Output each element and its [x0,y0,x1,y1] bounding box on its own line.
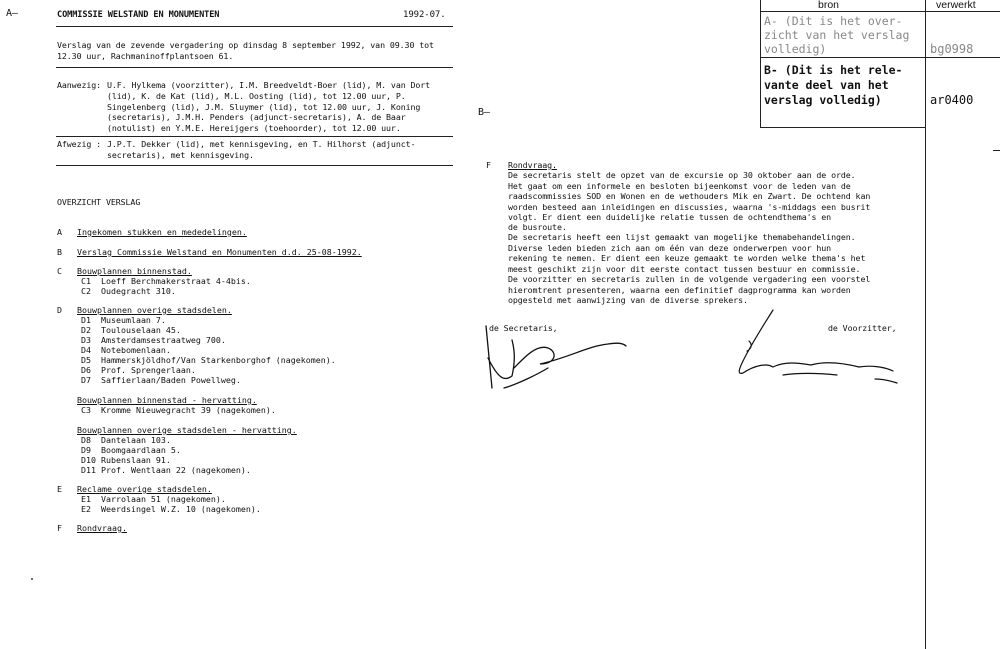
section-e-title: Reclame overige stadsdelen. [77,484,212,494]
report-line-2: 12.30 uur, Rachmaninoffplantsoen 61. [57,51,234,61]
section-e-letter: E [57,484,62,494]
section-d-item: D1 Museumlaan 7. [81,315,166,325]
present-rule [56,136,453,137]
present-line-5: (notulist) en Y.M.E. Hereijgers (toehoorder), tot 12.00 uur. [107,123,401,133]
absent-label: Afwezig : [57,139,102,149]
row-b-text-2: vante deel van het [764,78,889,92]
header-title: COMMISSIE WELSTAND EN MONUMENTEN [57,10,220,20]
section-d-letter: D [57,305,62,315]
body-line: De secretaris heeft een lijst gemaakt van mogelijke themabehandelingen. [508,232,856,242]
body-line: opgesteld met aanwijzing van de diverse sprekers. [508,295,748,305]
report-line-1: Verslag van de zevende vergadering op dinsdag 8 september 1992, van 09.30 tot [57,40,434,50]
col-processed-header: verwerkt [936,0,976,11]
section-c-title: Bouwplannen binnenstad. [77,266,192,276]
absent-line-2: secretaris), met kennisgeving. [107,150,254,160]
section-b-letter: B [57,247,62,257]
section-d-item: D3 Amsterdamsestraatweg 700. [81,335,226,345]
margin-marker-b: B— [478,107,490,118]
section-c-item: C2 Oudegracht 310. [81,286,176,296]
section-c-resume-title: Bouwplannen binnenstad - hervatting. [77,395,257,405]
report-rule [56,67,453,68]
section-d-resume-title: Bouwplannen overige stadsdelen - hervatting. [77,425,297,435]
section-c-letter: C [57,266,62,276]
row-a-text-1: A- (Dit is het over- [764,14,903,28]
row-a-text-2: zicht van het verslag [764,28,910,42]
table-header-rule [760,11,1000,12]
present-label: Aanwezig: [57,80,102,90]
section-d-item: D5 Hammerskjöldhof/Van Starkenborghof (nagekomen). [81,355,336,365]
section-e-item: E1 Varrolaan 51 (nagekomen). [81,494,226,504]
section-f-title: Rondvraag. [77,523,127,533]
section-d-item: D7 Saffierlaan/Baden Powellweg. [81,375,241,385]
row-b-text-1: B- (Dit is het rele- [764,63,903,77]
absent-rule [56,165,453,166]
overview-title: OVERZICHT VERSLAG [57,197,141,207]
section-d-title: Bouwplannen overige stadsdelen. [77,305,232,315]
col-source-header: bron [818,0,840,11]
section-e-item: E2 Weerdsingel W.Z. 10 (nagekomen). [81,504,261,514]
body-line: volgt. Er dient een duidelijke relatie tussen de ochtendthema's en [508,212,832,222]
table-bottom-rule [760,127,925,128]
body-line: hieromtrent presenteren, waarna een definitief dagprogramma kan worden [508,285,851,295]
body-line: Het gaat om een informele en besloten bijeenkomst voor de leden van de [508,181,851,191]
body-line: Diverse leden bieden zich aan om één van deze onderwerpen voor hun [508,243,832,253]
section-d-resume-item: D11 Prof. Wentlaan 22 (nagekomen). [81,465,251,475]
section-d-item: D6 Prof. Sprengerlaan. [81,365,196,375]
table-left-border [760,0,761,128]
chair-signature [725,305,905,390]
table-mid-border [925,0,926,649]
section-c-item: C1 Loeff Berchmakerstraat 4-4bis. [81,276,251,286]
section-b-title: Verslag Commissie Welstand en Monumenten d.d. 25-08-1992. [77,247,362,257]
row-b-code: ar0400 [930,93,974,107]
row-a-text-3: volledig) [764,42,827,56]
body-line: De voorzitter en secretaris zullen in de volgende vergadering een voorstel [508,274,871,284]
present-line-3: Singelenberg (lid), J.M. Sluymer (lid), tot 12.00 uur, J. Koning [107,102,421,112]
rondvraag-title: Rondvraag. [508,160,557,170]
body-line: meest geschikt zijn voor dit eerste contact tussen bestuur en commissie. [508,264,861,274]
body-line: worden besteed aan inleidingen en discussies, waarna 's-middags een busrit [508,202,871,212]
table-row-rule [760,57,1000,58]
section-a-title: Ingekomen stukken en mededelingen. [77,227,247,237]
body-line: De secretaris stelt de opzet van de excursie op 30 oktober aan de orde. [508,170,856,180]
scan-speck [31,578,33,580]
margin-dash [993,150,1000,151]
margin-marker-a: A— [6,8,18,19]
section-d-resume-item: D8 Dantelaan 103. [81,435,171,445]
present-line-1: U.F. Hylkema (voorzitter), I.M. Breedveldt-Boer (lid), M. van Dort [107,80,431,90]
header-rule [56,26,453,27]
body-line: rekening te nemen. Er dient een keuze gemaakt te worden welke thema's het [508,253,866,263]
section-a-letter: A [57,227,62,237]
section-f-letter: F [57,523,62,533]
secretary-sign-label: de Secretaris, [489,323,558,333]
chair-sign-label: de Voorzitter, [828,323,897,333]
section-d-item: D4 Notebomenlaan. [81,345,171,355]
row-a-code: bg0998 [930,42,974,56]
header-code: 1992-07. [403,10,446,20]
section-d-item: D2 Toulouselaan 45. [81,325,181,335]
present-line-4: (secretaris), J.M.H. Penders (adjunct-secretaris), A. de Baar [107,112,406,122]
section-d-resume-item: D9 Boomgaardlaan 5. [81,445,181,455]
body-line: raadscommissies SOD en Wonen en de wethouders Mik en Zwart. De ochtend kan [508,191,871,201]
present-line-2: (lid), K. de Kat (lid), M.L. Oosting (lid), tot 12.00 uur, P. [107,91,406,101]
rondvraag-letter: F [486,160,491,170]
secretary-signature [478,318,628,393]
absent-line-1: J.P.T. Dekker (lid), met kennisgeving, en T. Hilhorst (adjunct- [107,139,416,149]
body-line: de busroute. [508,222,567,232]
row-b-text-3: verslag volledig) [764,93,882,107]
section-d-resume-item: D10 Rubenslaan 91. [81,455,171,465]
section-c-resume-item: C3 Kromme Nieuwegracht 39 (nagekomen). [81,405,276,415]
